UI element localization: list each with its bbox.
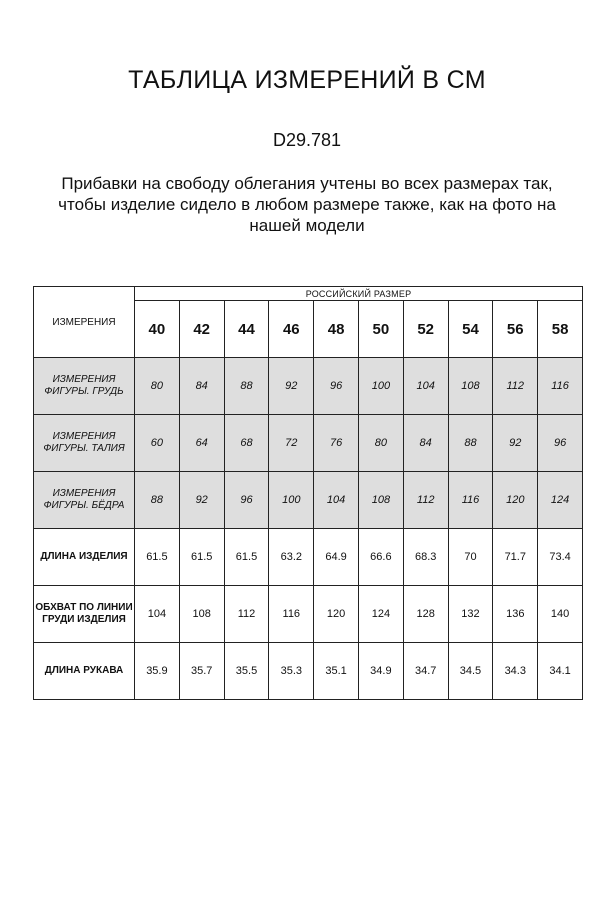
size-header-56: 56 <box>493 301 538 358</box>
table-cell: 61.5 <box>135 529 180 586</box>
table-cell: 100 <box>269 472 314 529</box>
table-cell: 120 <box>314 586 359 643</box>
fit-note: Прибавки на свободу облегания учтены во всех размерах так, чтобы изделие сидело в любом размере также, как на фото на нашей модели <box>58 174 556 235</box>
table-cell: 63.2 <box>269 529 314 586</box>
table-cell: 92 <box>179 472 224 529</box>
size-header-42: 42 <box>179 301 224 358</box>
table-cell: 84 <box>179 358 224 415</box>
table-cell: 72 <box>269 415 314 472</box>
row-label: ДЛИНА РУКАВА <box>34 643 135 700</box>
table-row <box>34 415 583 472</box>
table-cell: 112 <box>493 358 538 415</box>
table-cell: 68 <box>224 415 269 472</box>
size-header-44: 44 <box>224 301 269 358</box>
table-cell: 80 <box>358 415 403 472</box>
table-cell: 132 <box>448 586 493 643</box>
table-cell: 34.5 <box>448 643 493 700</box>
table-cell: 60 <box>135 415 180 472</box>
size-header-50: 50 <box>358 301 403 358</box>
table-cell: 34.9 <box>358 643 403 700</box>
table-cell: 104 <box>314 472 359 529</box>
table-cell: 35.9 <box>135 643 180 700</box>
table-row <box>34 586 583 643</box>
table-cell: 108 <box>358 472 403 529</box>
table-cell: 112 <box>224 586 269 643</box>
table-cell: 124 <box>538 472 583 529</box>
russian-size-header: РОССИЙСКИЙ РАЗМЕР <box>135 287 583 301</box>
table-cell: 96 <box>314 358 359 415</box>
table-cell: 73.4 <box>538 529 583 586</box>
table-cell: 84 <box>403 415 448 472</box>
table-cell: 70 <box>448 529 493 586</box>
table-cell: 108 <box>448 358 493 415</box>
table-cell: 34.7 <box>403 643 448 700</box>
table-row <box>34 358 583 415</box>
table-cell: 116 <box>269 586 314 643</box>
table-cell: 140 <box>538 586 583 643</box>
table-cell: 61.5 <box>224 529 269 586</box>
table-row <box>34 643 583 700</box>
table-cell: 104 <box>135 586 180 643</box>
row-label: ДЛИНА ИЗДЕЛИЯ <box>34 529 135 586</box>
size-header-48: 48 <box>314 301 359 358</box>
table-cell: 35.1 <box>314 643 359 700</box>
table-cell: 92 <box>493 415 538 472</box>
row-label: ОБХВАТ ПО ЛИНИИ ГРУДИ ИЗДЕЛИЯ <box>34 586 135 643</box>
table-cell: 66.6 <box>358 529 403 586</box>
russian-size-header-row <box>34 287 583 301</box>
row-label: ИЗМЕРЕНИЯ ФИГУРЫ. БЁДРА <box>34 472 135 529</box>
table-cell: 96 <box>538 415 583 472</box>
table-cell: 124 <box>358 586 403 643</box>
table-cell: 116 <box>448 472 493 529</box>
table-cell: 64.9 <box>314 529 359 586</box>
table-cell: 88 <box>448 415 493 472</box>
table-cell: 35.3 <box>269 643 314 700</box>
table-cell: 71.7 <box>493 529 538 586</box>
page-title: ТАБЛИЦА ИЗМЕРЕНИЙ В СМ <box>128 66 486 94</box>
table-cell: 104 <box>403 358 448 415</box>
table-cell: 136 <box>493 586 538 643</box>
table-cell: 128 <box>403 586 448 643</box>
table-cell: 34.1 <box>538 643 583 700</box>
size-header-52: 52 <box>403 301 448 358</box>
table-row <box>34 472 583 529</box>
measurements-header: ИЗМЕРЕНИЯ <box>34 287 135 358</box>
table-cell: 35.5 <box>224 643 269 700</box>
row-label: ИЗМЕРЕНИЯ ФИГУРЫ. ТАЛИЯ <box>34 415 135 472</box>
table-cell: 108 <box>179 586 224 643</box>
table-cell: 92 <box>269 358 314 415</box>
table-cell: 34.3 <box>493 643 538 700</box>
table-cell: 88 <box>224 358 269 415</box>
table-cell: 80 <box>135 358 180 415</box>
row-label: ИЗМЕРЕНИЯ ФИГУРЫ. ГРУДЬ <box>34 358 135 415</box>
size-header-46: 46 <box>269 301 314 358</box>
table-cell: 76 <box>314 415 359 472</box>
size-header-40: 40 <box>135 301 180 358</box>
table-cell: 96 <box>224 472 269 529</box>
table-cell: 88 <box>135 472 180 529</box>
table-row <box>34 529 583 586</box>
table-cell: 112 <box>403 472 448 529</box>
table-cell: 64 <box>179 415 224 472</box>
product-code: D29.781 <box>272 130 342 150</box>
table-cell: 120 <box>493 472 538 529</box>
table-cell: 116 <box>538 358 583 415</box>
table-cell: 100 <box>358 358 403 415</box>
table-cell: 68.3 <box>403 529 448 586</box>
table-cell: 61.5 <box>179 529 224 586</box>
table-cell: 35.7 <box>179 643 224 700</box>
size-table <box>33 286 583 700</box>
size-header-58: 58 <box>538 301 583 358</box>
size-header-54: 54 <box>448 301 493 358</box>
